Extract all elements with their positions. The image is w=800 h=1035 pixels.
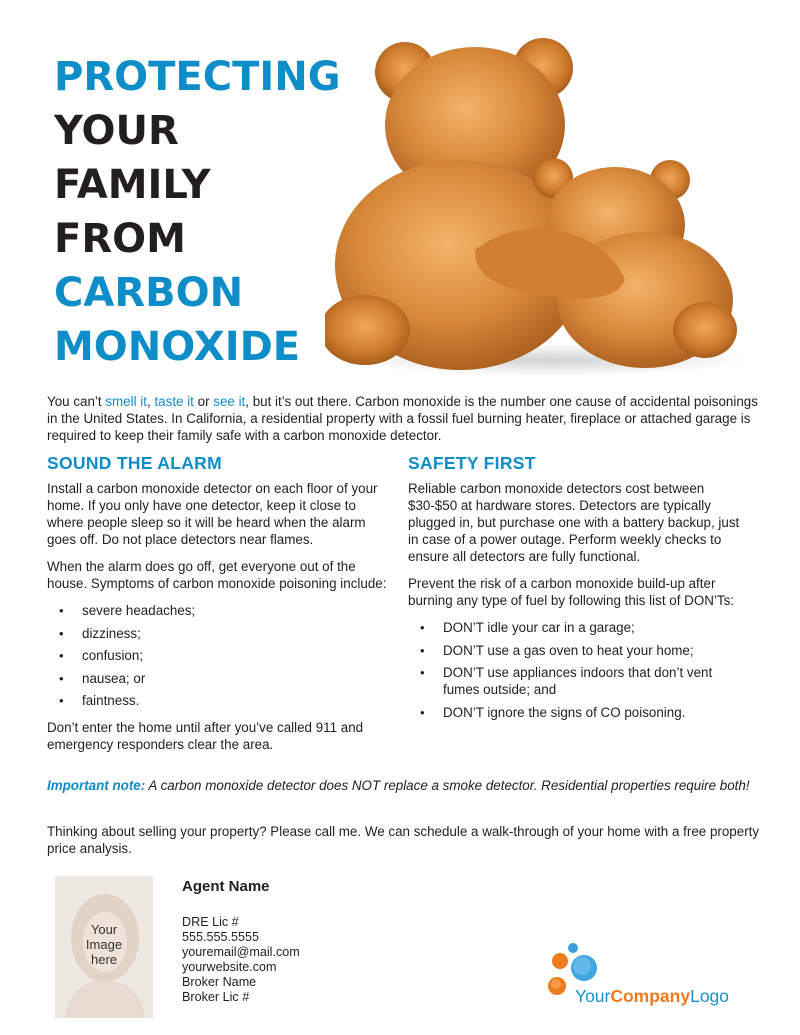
company-logo-text: YourCompanyLogo (575, 986, 730, 1006)
see-it-highlight: see it (213, 394, 246, 409)
dre-license: DRE Lic # (182, 915, 239, 929)
alarm-paragraph-2: When the alarm does go off, get everyone out of the house. Symptoms of carbon monoxide poisoning include: (47, 559, 387, 591)
list-item: • DON’T ignore the signs of CO poisoning. (420, 704, 686, 720)
title-line-carbon: CARBON (54, 270, 244, 316)
bullet-icon: • (420, 665, 425, 680)
title-line-monoxide: MONOXIDE (54, 324, 301, 370)
title-line-protecting: PROTECTING (54, 54, 341, 100)
important-note-label: Important note: (47, 778, 146, 793)
safety-first-section (408, 452, 748, 731)
agent-name: Agent Name (182, 878, 270, 895)
list-item: • DON’T use appliances indoors that don’t vent fumes outside; and (420, 665, 713, 697)
agent-website: yourwebsite.com (182, 960, 277, 974)
symptoms-list (47, 602, 387, 709)
taste-it-highlight: taste it (154, 394, 194, 409)
bullet-icon: • (420, 704, 425, 720)
bullet-icon: • (59, 648, 64, 663)
title-line-family: FAMILY (54, 162, 211, 208)
list-item: • DON’T idle your car in a garage; (420, 620, 635, 635)
title-line-your: YOUR (54, 108, 179, 154)
broker-name: Broker Name (182, 975, 257, 989)
photo-placeholder-text: Your Image here (85, 922, 123, 967)
safety-paragraph-2: Prevent the risk of a carbon monoxide build-up after burning any type of fuel by following this list of DON’Ts: (408, 576, 734, 608)
bullet-icon: • (59, 625, 64, 641)
page-title (54, 50, 341, 374)
agent-photo-placeholder (55, 876, 153, 1018)
bullet-icon: • (420, 642, 425, 658)
sound-the-alarm-heading: SOUND THE ALARM (47, 453, 222, 473)
intro-paragraph: You can’t smell it, taste it or see it, but it’s out there. Carbon monoxide is the number one cause of accidental poisonings in the United States. In California, a residential property with a fossil fuel burning heater, fireplace or attached garage is required to keep their family safe with a carbon monoxide detector. (47, 394, 758, 443)
alarm-paragraph-3: Don’t enter the home until after you’ve called 911 and emergency responders clear the area. (47, 720, 364, 752)
bullet-icon: • (59, 693, 64, 708)
safety-first-heading: SAFETY FIRST (408, 453, 536, 473)
sound-the-alarm-section (47, 452, 387, 763)
agent-email: youremail@mail.com (182, 945, 300, 959)
donts-list (408, 619, 748, 721)
broker-license: Broker Lic # (182, 990, 250, 1004)
agent-info (182, 878, 442, 1005)
important-note: Important note: A carbon monoxide detector does NOT replace a smoke detector. Residential properties require both! (47, 778, 750, 793)
alarm-paragraph-1: Install a carbon monoxide detector on each floor of your home. If you only have one detector, keep it close to where people sleep so it will be heard when the alarm goes off. Do not place detectors near flames. (47, 481, 378, 547)
bullet-icon: • (59, 670, 64, 686)
list-item: • DON’T use a gas oven to heat your home; (420, 642, 694, 658)
list-item: • severe headaches; (59, 603, 196, 618)
bullet-icon: • (420, 620, 425, 635)
closing-paragraph: Thinking about selling your property? Please call me. We can schedule a walk-through of your home with a free property price analysis. (47, 824, 760, 856)
agent-phone: 555.555.5555 (182, 930, 260, 944)
smell-it-highlight: smell it (105, 394, 147, 409)
safety-paragraph-1: Reliable carbon monoxide detectors cost between $30-$50 at hardware stores. Detectors are typically plugged in, but purchase one with a battery backup, just in case of a power outage. Perform weekly checks to ensure all detectors are fully functional. (408, 481, 740, 564)
list-item: • nausea; or (59, 670, 146, 686)
list-item: • dizziness; (59, 625, 141, 641)
teddy-bears-image (325, 30, 745, 380)
list-item: • faintness. (59, 693, 140, 708)
bullet-icon: • (59, 603, 64, 618)
list-item: • confusion; (59, 648, 144, 663)
title-line-from: FROM (54, 216, 186, 262)
